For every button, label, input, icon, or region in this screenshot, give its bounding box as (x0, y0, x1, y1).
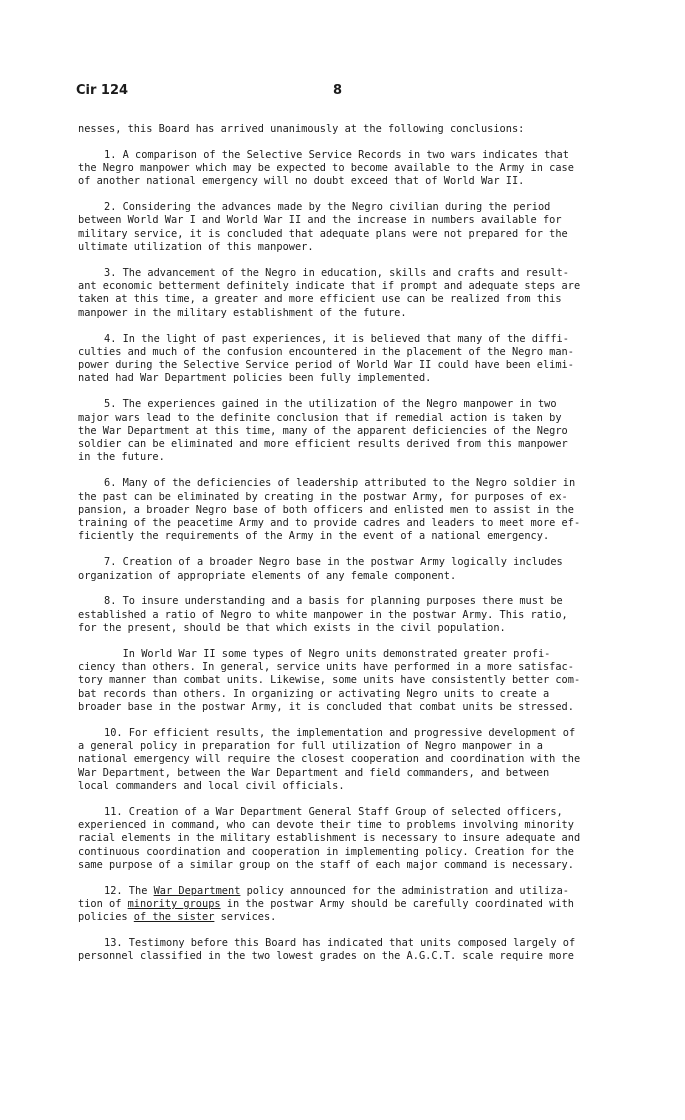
text-line: between World War I and World War II and the increase in numbers available for (78, 214, 562, 227)
text-line: local commanders and local civil officials. (78, 779, 345, 792)
text-line: training of the peacetime Army and to provide cadres and leaders to meet more ef- (78, 517, 581, 530)
text-line: experienced in command, who can devote their time to problems involving minority (78, 818, 574, 831)
conclusion-paragraph (78, 595, 616, 635)
text-line: of another national emergency will no doubt exceed that of World War II. (78, 175, 525, 188)
conclusion-paragraph (78, 267, 616, 320)
conclusion-paragraph (78, 333, 616, 386)
text-line: 6. Many of the deficiencies of leadership attributed to the Negro soldier in (104, 477, 576, 490)
text-line: tion of minority groups in the postwar Army should be carefully coordinated with (78, 897, 574, 910)
text-line: the Negro manpower which may be expected to become available to the Army in case (78, 162, 574, 175)
text-line: culties and much of the confusion encountered in the placement of the Negro man- (78, 345, 574, 358)
circular-number: Cir 124 (76, 83, 129, 98)
text-line: policies of the sister services. (78, 911, 277, 924)
text-line: 11. Creation of a War Department General Staff Group of selected officers, (104, 805, 563, 818)
text-line: in the future. (78, 451, 165, 464)
text-line: soldier can be eliminated and more efficient results derived from this manpower (78, 438, 568, 451)
conclusion-paragraph (78, 477, 616, 543)
text-line: War Department, between the War Department and field commanders, and between (78, 766, 550, 779)
text-line: 12. The War Department policy announced for the administration and utiliza- (104, 884, 569, 897)
text-line: for the present, should be that which exists in the civil population. (78, 621, 506, 634)
conclusion-paragraph (78, 727, 616, 793)
text-line: ultimate utilization of this manpower. (78, 241, 314, 254)
text-line: racial elements in the military establishment is necessary to insure adequate and (78, 832, 581, 845)
underlined-phrase: minority groups (127, 897, 221, 910)
text-line: 5. The experiences gained in the utilization of the Negro manpower in two (104, 398, 557, 411)
text-line: 3. The advancement of the Negro in education, skills and crafts and result- (104, 266, 569, 279)
text-line: 7. Creation of a broader Negro base in the postwar Army logically includes (104, 556, 563, 569)
text-line: pansion, a broader Negro base of both officers and enlisted men to assist in the (78, 503, 574, 516)
text-line: power during the Selective Service period of World War II could have been elimi- (78, 359, 574, 372)
text-line: the War Department at this time, many of the apparent deficiencies of the Negro (78, 424, 568, 437)
text-line: broader base in the postwar Army, it is concluded that combat units be stressed. (78, 700, 574, 713)
text-line: 2. Considering the advances made by the Negro civilian during the period (104, 201, 551, 214)
text-line: 10. For efficient results, the implementation and progressive development of (104, 726, 576, 739)
conclusion-paragraph (78, 556, 616, 583)
text-line: In World War II some types of Negro units demonstrated greater profi- (104, 647, 551, 660)
text-line: ficiently the requirements of the Army in the event of a national emergency. (78, 530, 550, 543)
text-line: 1. A comparison of the Selective Service Records in two wars indicates that (104, 148, 569, 161)
text-line: bat records than others. In organizing or activating Negro units to create a (78, 687, 550, 700)
text-line: ant economic betterment definitely indicate that if prompt and adequate steps are (78, 280, 581, 293)
text-line: established a ratio of Negro to white manpower in the postwar Army. This ratio, (78, 608, 568, 621)
intro-line: nesses, this Board has arrived unanimously at the following conclusions: (78, 123, 525, 135)
page-number: 8 (333, 83, 343, 98)
text-line: national emergency will require the closest cooperation and coordination with the (78, 753, 581, 766)
text-line: 4. In the light of past experiences, it is believed that many of the diffi- (104, 332, 569, 345)
underlined-phrase: of the sister (133, 911, 215, 924)
text-line: 13. Testimony before this Board has indicated that units composed largely of (104, 937, 576, 950)
text-line: taken at this time, a greater and more efficient use can be realized from this (78, 293, 562, 306)
conclusion-paragraph (78, 398, 616, 464)
text-line: personnel classified in the two lowest grades on the A.G.C.T. scale require more (78, 950, 574, 963)
text-line: major wars lead to the definite conclusion that if remedial action is taken by (78, 411, 562, 424)
text-line: same purpose of a similar group on the staff of each major command is necessary. (78, 858, 574, 871)
text-line: a general policy in preparation for full utilization of Negro manpower in a (78, 739, 543, 752)
conclusions-list (78, 149, 616, 964)
underlined-phrase: War Department (153, 884, 241, 897)
text-line: tory manner than combat units. Likewise, some units have consistently better com- (78, 674, 581, 687)
conclusion-paragraph (78, 806, 616, 872)
text-line: the past can be eliminated by creating in the postwar Army, for purposes of ex- (78, 490, 568, 503)
body-text (78, 123, 616, 976)
text-line: 8. To insure understanding and a basis for planning purposes there must be (104, 595, 563, 608)
conclusion-paragraph (78, 937, 616, 964)
text-line: organization of appropriate elements of any female component. (78, 569, 457, 582)
conclusion-paragraph (78, 885, 616, 925)
conclusion-paragraph (78, 201, 616, 254)
text-line: ciency than others. In general, service units have performed in a more satisfac- (78, 661, 574, 673)
conclusion-paragraph (78, 648, 616, 714)
text-line: continuous coordination and cooperation in implementing policy. Creation for the (78, 845, 574, 858)
text-line: military service, it is concluded that adequate plans were not prepared for the (78, 227, 568, 240)
text-line: nated had War Department policies been fully implemented. (78, 372, 432, 385)
text-line: manpower in the military establishment of the future. (78, 306, 407, 319)
conclusion-paragraph (78, 149, 616, 189)
